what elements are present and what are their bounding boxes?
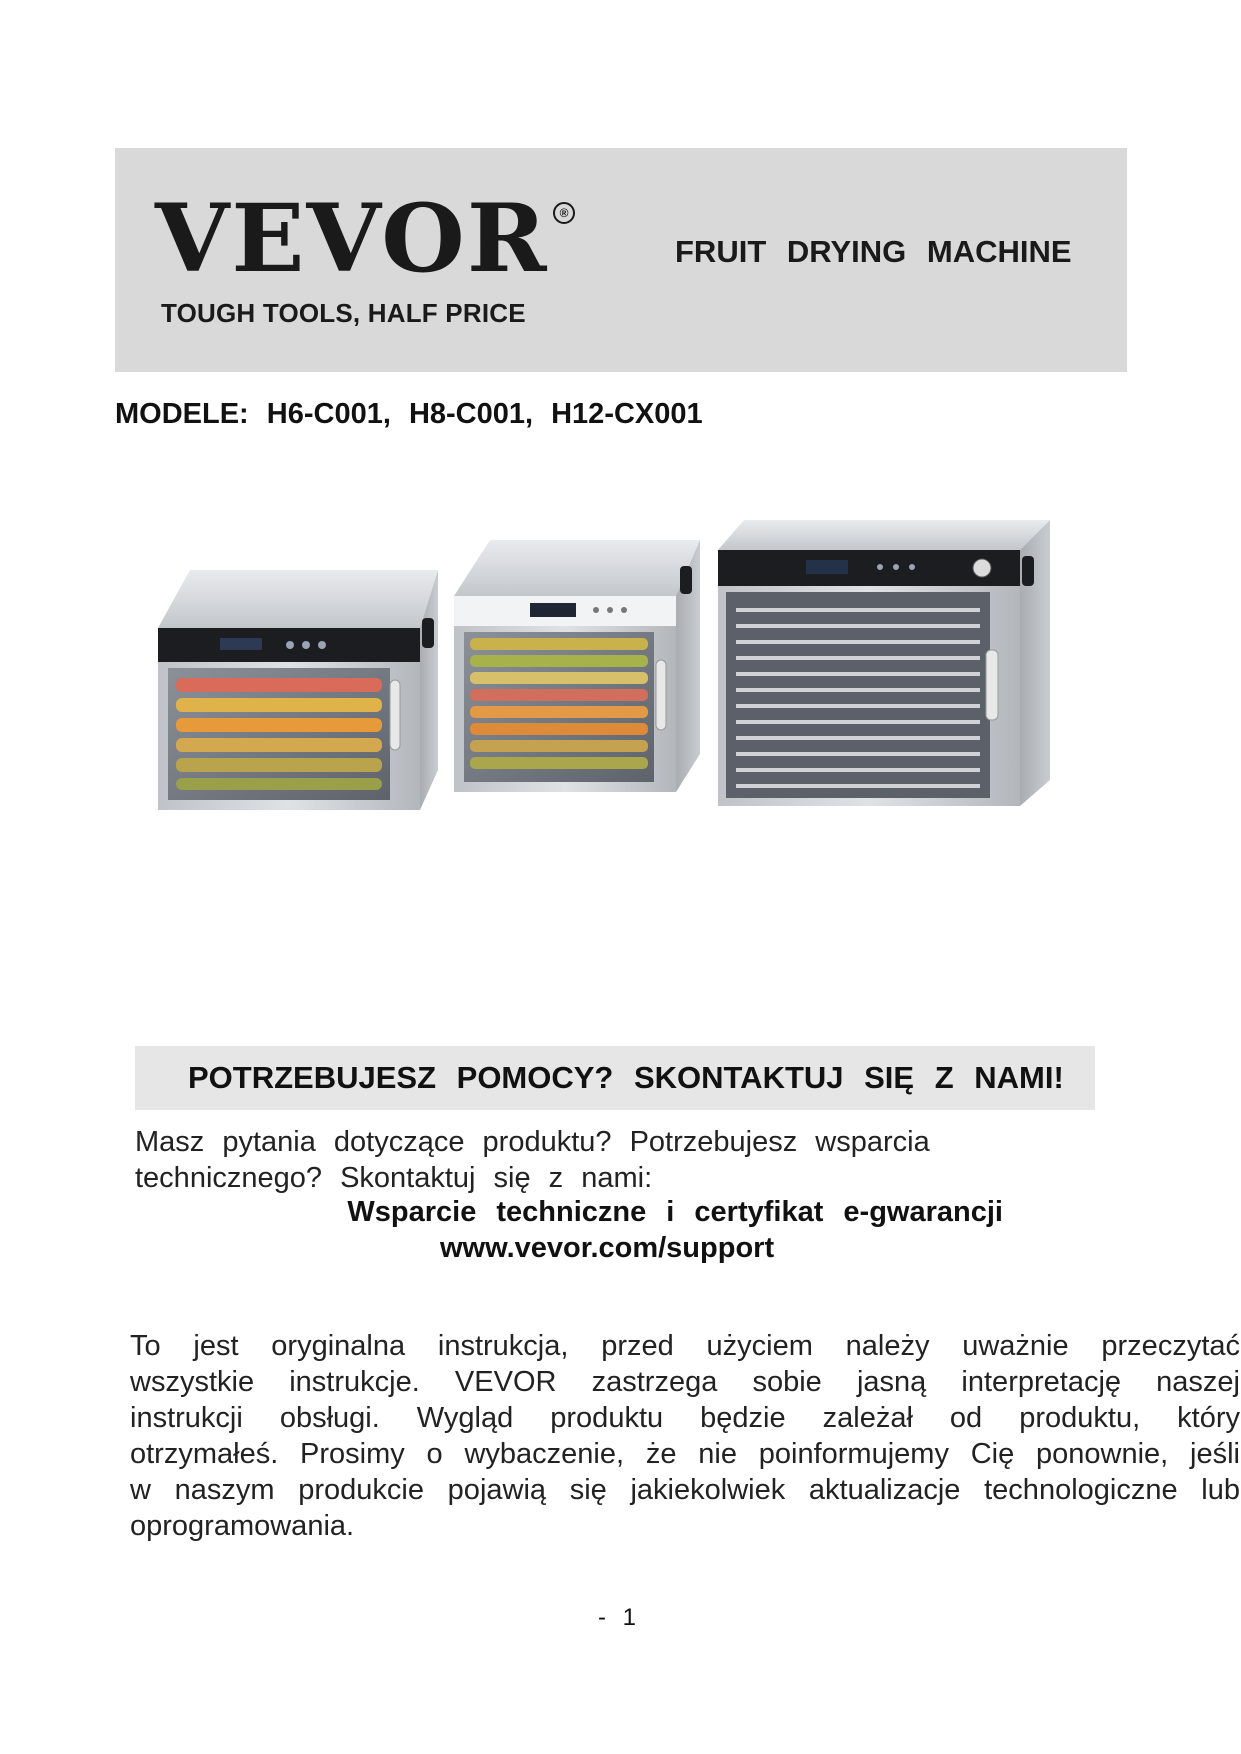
dehydrator-6-tray <box>158 570 438 810</box>
support-url-link[interactable]: www.vevor.com/support <box>440 1232 775 1264</box>
fruit-dehydrator-product-photo <box>120 520 1120 920</box>
dehydrator-8-tray <box>454 540 700 792</box>
header-banner <box>115 148 1127 372</box>
dehydrator-12-tray <box>718 520 1050 806</box>
page-number: - 1 <box>598 1604 637 1631</box>
support-line: Wsparcie techniczne i certyfikat e-gwarancji <box>347 1196 1003 1228</box>
vevor-logo: VEVOR <box>155 184 549 294</box>
models-line: MODELE: H6-C001, H8-C001, H12-CX001 <box>115 398 703 430</box>
logo-tagline: TOUGH TOOLS, HALF PRICE <box>161 298 526 328</box>
contact-text: Masz pytania dotyczące produktu? Potrzebujesz wsparcia technicznego? Skontaktuj się z nami: <box>135 1126 930 1194</box>
registered-mark: ® <box>553 202 575 224</box>
notice-paragraph: To jest oryginalna instrukcja, przed użyciem należy uważnie przeczytać wszystkie instrukcje. VEVOR zastrzega sobie jasną interpretację naszej instrukcji obsługi. Wygląd produktu będzie zależał od produktu, który otrzymałeś. Prosimy o wybaczenie, że nie poinformujemy Cię ponownie, jeśli w naszym produkcie pojawią się jakiekolwiek aktualizacje technologiczne lub oprogramowania. <box>130 1330 1240 1542</box>
help-title: POTRZEBUJESZ POMOCY? SKONTAKTUJ SIĘ Z NAMI! <box>188 1060 1064 1095</box>
document-title: FRUIT DRYING MACHINE <box>675 234 1072 269</box>
